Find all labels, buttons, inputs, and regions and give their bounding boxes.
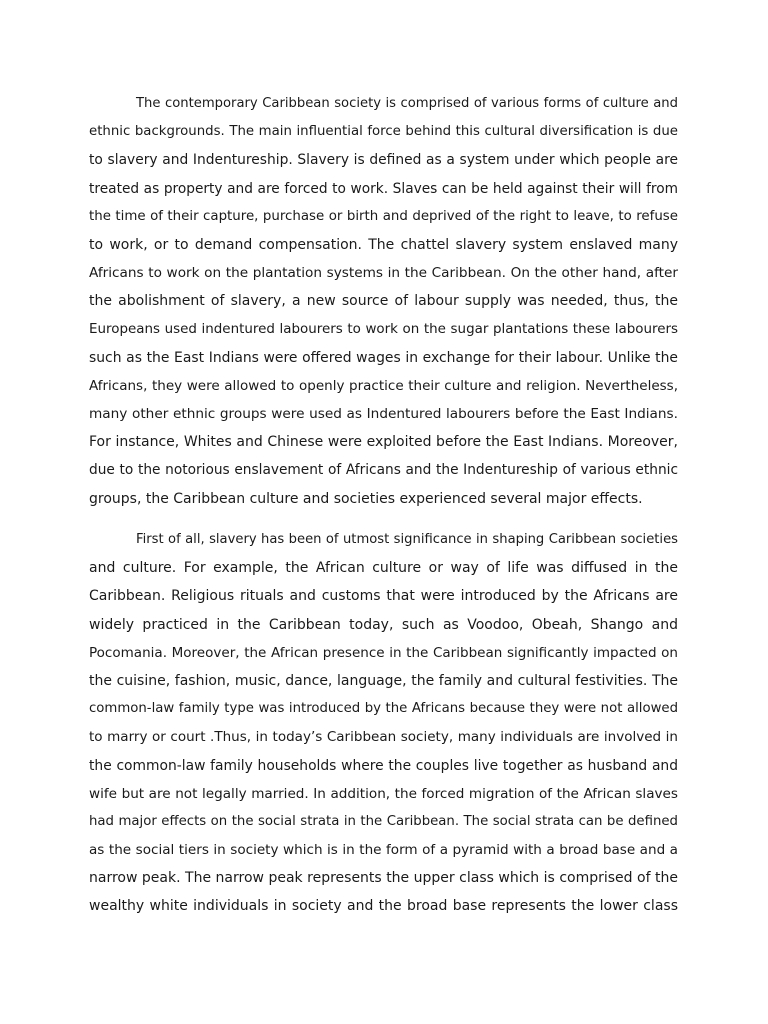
text-line: Africans, they were allowed to openly practice their culture and religion. Nevertheless, (89, 377, 678, 394)
text-line: treated as property and are forced to work. Slaves can be held against their will from (89, 180, 678, 197)
text-line: narrow peak. The narrow peak represents the upper class which is comprised of the (89, 870, 678, 887)
paragraph-2 (89, 526, 678, 921)
text-line: Europeans used indentured labourers to work on the sugar plantations these labourers (89, 321, 678, 337)
text-line: For instance, Whites and Chinese were exploited before the East Indians. Moreover, (89, 434, 678, 451)
text-line: common-law family type was introduced by the Africans because they were not allowed (89, 701, 678, 717)
paragraph-1 (89, 90, 678, 513)
text-line: Africans to work on the plantation systems in the Caribbean. On the other hand, after (89, 265, 678, 282)
text-line: had major effects on the social strata in the Caribbean. The social strata can be defined (89, 813, 678, 829)
text-line: the cuisine, fashion, music, dance, language, the family and cultural festivities. The (89, 672, 678, 689)
text-line: such as the East Indians were offered wages in exchange for their labour. Unlike the (89, 349, 678, 366)
text-line: to work, or to demand compensation. The chattel slavery system enslaved many (89, 236, 678, 253)
text-line: widely practiced in the Caribbean today, such as Voodoo, Obeah, Shango and (89, 616, 678, 633)
text-line: First of all, slavery has been of utmost significance in shaping Caribbean societies (136, 532, 678, 547)
text-line: The contemporary Caribbean society is comprised of various forms of culture and (136, 96, 678, 111)
text-line: Pocomania. Moreover, the African presence in the Caribbean significantly impacted on (89, 644, 678, 661)
text-line: due to the notorious enslavement of Africans and the Indentureship of various ethnic (89, 462, 678, 479)
text-line: many other ethnic groups were used as Indentured labourers before the East Indians. (89, 406, 678, 423)
text-line: and culture. For example, the African culture or way of life was diffused in the (89, 560, 678, 577)
text-line: wife but are not legally married. In addition, the forced migration of the African slaves (89, 785, 678, 802)
text-line: the time of their capture, purchase or birth and deprived of the right to leave, to refuse (89, 208, 678, 224)
text-line: groups, the Caribbean culture and societies experienced several major effects. (89, 490, 643, 507)
text-line: the abolishment of slavery, a new source of labour supply was needed, thus, the (89, 293, 678, 310)
text-line: to marry or court .Thus, in today’s Caribbean society, many individuals are involved in (89, 729, 678, 746)
text-line: wealthy white individuals in society and the broad base represents the lower class (89, 898, 678, 915)
text-line: to slavery and Indentureship. Slavery is defined as a system under which people are (89, 152, 678, 169)
text-line: ethnic backgrounds. The main influential force behind this cultural diversification is due (89, 124, 678, 140)
text-line: Caribbean. Religious rituals and customs that were introduced by the Africans are (89, 588, 678, 605)
text-line: as the social tiers in society which is in the form of a pyramid with a broad base and a (89, 842, 678, 859)
text-line: the common-law family households where the couples live together as husband and (89, 757, 678, 774)
